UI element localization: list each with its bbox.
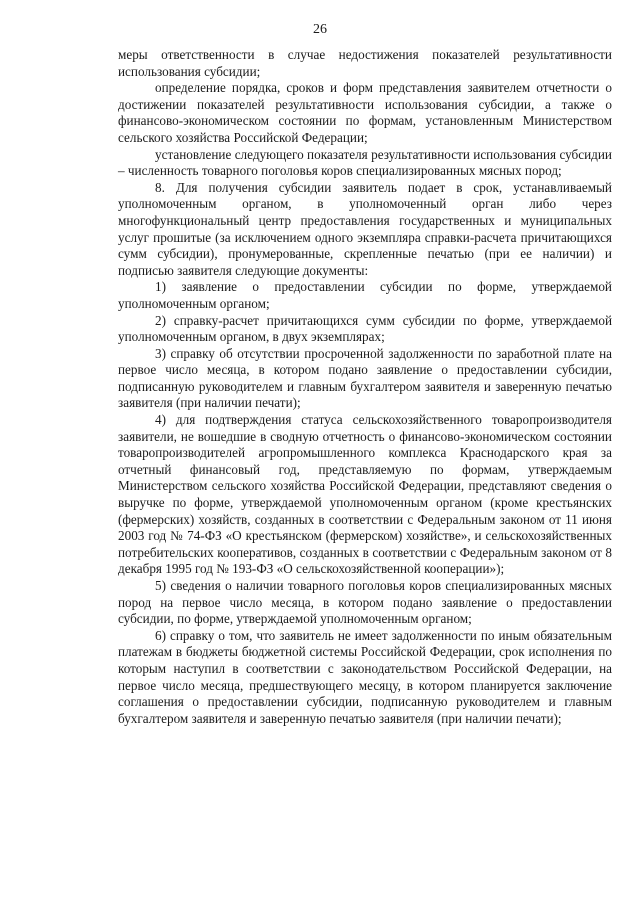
paragraph: меры ответственности в случае недостижения показателей результативности использования субсидии; [118,47,612,79]
paragraph: 8. Для получения субсидии заявитель подает в срок, устанавливаемый уполномоченным органом, в уполномоченный орган либо через многофункциональный центр предоставления государственных и муниципальных услуг прошитые (за исключением одного экземпляра справки-расчета причитающихся сумм субсидии), пронумерованные, скрепленные печатью (при ее наличии) и подписью заявителя следующие документы: [118,179,612,278]
list-item: 3) справку об отсутствии просроченной задолженности по заработной плате на первое число месяца, в котором подано заявление о предоставлении субсидии, подписанную руководителем и главным бухгалтером заявителя и заверенную печатью заявителя (при наличии печати); [118,345,612,411]
list-item: 4) для подтверждения статуса сельскохозяйственного товаропроизводителя заявители, не вошедшие в сводную отчетность о финансово-экономическом состоянии товаропроизводителей агропромышленного комплекса Краснодарского края за отчетный финансовый год, представляемую по формам, утверждаемым Министерством сельского хозяйства Российской Федерации, представляют сведения о выручке по форме, утверждаемой уполномоченным органом (кроме крестьянских (фермерских) хозяйств, созданных в соответствии с Федеральным законом от 11 июня 2003 год № 74-ФЗ «О крестьянском (фермерском) хозяйстве», и сельскохозяйственных потребительских кооперативов, созданных в соответствии с Федеральным законом от 8 декабря 1995 год № 193-ФЗ «О сельскохозяйственной кооперации»); [118,412,612,577]
page-number: 26 [313,22,327,37]
paragraph: определение порядка, сроков и форм представления заявителем отчетности о достижении показателей результативности использования субсидии, а также о финансово-экономическом состоянии по формам, установленным Министерством сельского хозяйства Российской Федерации; [118,80,612,145]
paragraph: установление следующего показателя результативности использования субсидии – численность товарного поголовья коров специализированных мясных пород; [118,146,612,179]
document-body [118,47,612,727]
list-item: 6) справку о том, что заявитель не имеет задолженности по иным обязательным платежам в бюджеты бюджетной системы Российской Федерации, срок исполнения по которым наступил в соответствии с законодательством Российской Федерации, на первое число месяца, предшествующего месяцу, в котором планируется заключение соглашения о предоставлении субсидии, подписанную руководителем и главным бухгалтером заявителя и заверенную печатью заявителя (при наличии печати); [118,627,612,726]
list-item: 2) справку-расчет причитающихся сумм субсидии по форме, утверждаемой уполномоченным органом, в двух экземплярах; [118,312,612,345]
list-item: 1) заявление о предоставлении субсидии по форме, утверждаемой уполномоченным органом; [118,279,612,311]
list-item: 5) сведения о наличии товарного поголовья коров специализированных мясных пород на первое число месяца, в котором подано заявление о предоставлении субсидии, по форме, утверждаемой уполномоченным органом; [118,578,612,627]
